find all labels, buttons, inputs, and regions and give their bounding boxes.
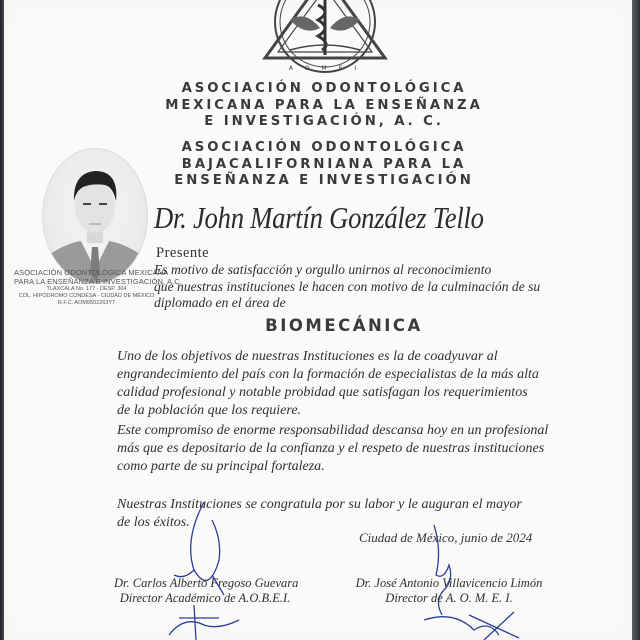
recipient-photo bbox=[42, 148, 148, 284]
text-line: Este compromiso de enorme responsabilidad descansa hoy en un profesional bbox=[117, 423, 549, 438]
place-date: Ciudad de México, junio de 2024 bbox=[359, 530, 533, 545]
issuer-line: E INVESTIGACIÓN, A. C. bbox=[204, 113, 444, 129]
portrait-icon bbox=[43, 149, 147, 283]
svg-text:A O M E I: A O M E I bbox=[288, 65, 362, 72]
signatory-title: Director Académico de A.O.B.E.I. bbox=[119, 590, 291, 605]
recipient-name: Dr. John Martín González Tello bbox=[154, 200, 484, 235]
text-line: que nuestras instituciones le hacen con motivo de la culminación de su bbox=[154, 278, 541, 294]
text-line: más que es depositario de la confianza y el respeto de nuestras instituciones bbox=[117, 441, 545, 456]
issuer-line: ENSEÑANZA E INVESTIGACIÓN bbox=[174, 172, 474, 188]
issuer-line: BAJACALIFORNIANA PARA LA bbox=[181, 155, 467, 172]
aomei-logo-icon bbox=[260, 0, 390, 75]
institution-stamp bbox=[14, 268, 182, 307]
paragraph-commitment bbox=[117, 422, 547, 476]
issuer-line: MEXICANA PARA LA ENSEÑANZA bbox=[165, 96, 483, 113]
salutation: Presente bbox=[156, 245, 210, 261]
issuer-aomei bbox=[148, 80, 501, 130]
text-line: Uno de los objetivos de nuestras Instituciones es la de coadyuvar al bbox=[117, 349, 498, 364]
paragraph-objectives bbox=[117, 348, 547, 420]
issuer-aobei bbox=[148, 139, 501, 189]
text-line: diplomado en el área de bbox=[154, 295, 286, 310]
text-line: engrandecimiento del país con la formación de especialistas de la más alta bbox=[117, 367, 539, 382]
signatory-2 bbox=[349, 576, 549, 605]
paragraph-congratulations bbox=[117, 496, 547, 532]
background-edge-right bbox=[632, 0, 640, 640]
text-line: de la población que los requiere. bbox=[117, 403, 302, 418]
issuer-line: ASOCIACIÓN ODONTOLÓGICA bbox=[181, 80, 467, 96]
stamp-line: COL. HIPÓDROMO CONDESA - CIUDAD DE MÉXICO bbox=[18, 293, 155, 299]
certificate-paper bbox=[4, 0, 632, 640]
text-line: calidad profesional y notable probidad que satisfagan los requerimientos bbox=[117, 385, 528, 400]
signatory-1 bbox=[114, 576, 299, 605]
text-line: como parte de su principal fortaleza. bbox=[117, 459, 325, 474]
stamp-line: PARA LA ENSEÑANZA E INVESTIGACIÓN, A.C. bbox=[14, 277, 182, 286]
stamp-line: R.F.C. AOM9502263Y7 bbox=[57, 300, 116, 306]
stamp-line: TLAXCALA No. 177 - DESP. 304 bbox=[46, 286, 127, 292]
issuer-line: ASOCIACIÓN ODONTOLÓGICA bbox=[181, 139, 467, 155]
signatory-title: Director de A. O. M. E. I. bbox=[385, 590, 513, 605]
diploma-area: BIOMECÁNICA bbox=[265, 316, 423, 335]
signatory-name: Dr. Carlos Alberto Fregoso Guevara bbox=[114, 576, 299, 590]
stamp-line: ASOCIACIÓN ODONTOLÓGICA MEXICANA bbox=[14, 268, 169, 277]
intro-text bbox=[154, 262, 549, 312]
text-line: Es motivo de satisfacción y orgullo unirnos al reconocimiento bbox=[154, 262, 492, 277]
text-line: Nuestras Instituciones se congratula por su labor y le auguran el mayor bbox=[117, 497, 522, 512]
signatory-name: Dr. José Antonio Villavicencio Limón bbox=[355, 576, 543, 590]
text-line: de los éxitos. bbox=[117, 515, 190, 530]
